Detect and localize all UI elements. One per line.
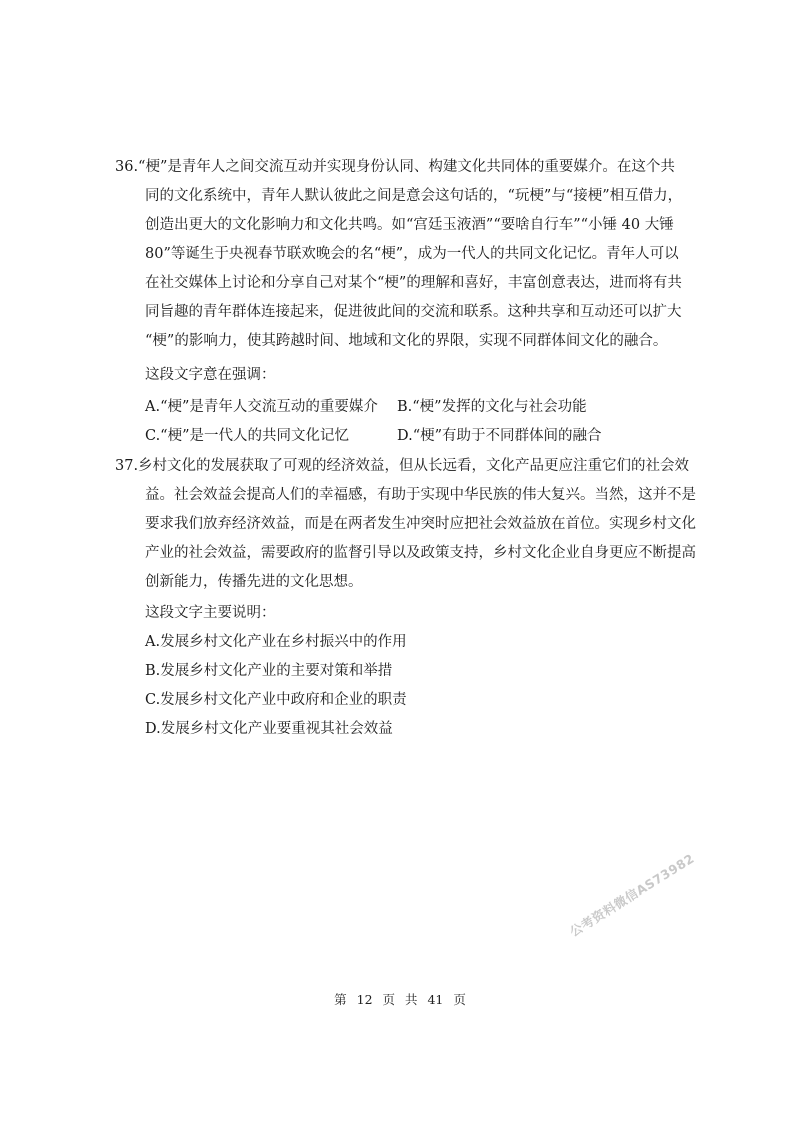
q36-option-b[interactable]: B.“梗”发挥的文化与社会功能 xyxy=(397,399,587,415)
q36-option-c[interactable]: C.“梗”是一代人的共同文化记忆 xyxy=(145,428,350,444)
q36-line-5: 在社交媒体上讨论和分享自己对某个“梗”的理解和喜好，丰富创意表达，进而将有共 xyxy=(145,275,682,291)
q36-option-d[interactable]: D.“梗”有助于不同群体间的融合 xyxy=(397,428,602,444)
q36-prompt: 这段文字意在强调： xyxy=(145,367,276,383)
q37-line-4: 产业的社会效益，需要政府的监督引导以及政策支持，乡村文化企业自身更应不断提高 xyxy=(145,545,696,561)
q37-option-b[interactable]: B.发展乡村文化产业的主要对策和举措 xyxy=(145,663,393,679)
q37-option-c[interactable]: C.发展乡村文化产业中政府和企业的职责 xyxy=(145,692,407,708)
q37-line-1: 37.乡村文化的发展获取了可观的经济效益，但从长远看，文化产品更应注重它们的社会效 xyxy=(115,458,690,474)
q36-option-a[interactable]: A.“梗”是青年人交流互动的重要媒介 xyxy=(145,399,378,415)
q36-line-7: “梗”的影响力，使其跨越时间、地域和文化的界限，实现不同群体间文化的融合。 xyxy=(145,333,668,349)
q37-prompt: 这段文字主要说明： xyxy=(145,605,276,621)
q36-line-6: 同旨趣的青年群体连接起来，促进彼此间的交流和联系。这种共享和互动还可以扩大 xyxy=(145,304,682,320)
q36-line-4: 80”等诞生于央视春节联欢晚会的名“梗”，成为一代人的共同文化记忆。青年人可以 xyxy=(145,246,679,262)
q36-line-2: 同的文化系统中，青年人默认彼此之间是意会这句话的，“玩梗”与“接梗”相互借力， xyxy=(145,188,683,204)
watermark: 公考资料微信AS73982 xyxy=(567,850,697,940)
q37-line-2: 益。社会效益会提高人们的幸福感，有助于实现中华民族的伟大复兴。当然，这并不是 xyxy=(145,487,696,503)
q36-line-1: 36.“梗”是青年人之间交流互动并实现身份认同、构建文化共同体的重要媒介。在这个共 xyxy=(115,159,675,175)
q37-line-3: 要求我们放弃经济效益，而是在两者发生冲突时应把社会效益放在首位。实现乡村文化 xyxy=(145,516,696,532)
page-number-footer: 第 12 页 共 41 页 xyxy=(334,992,466,1007)
q37-option-d[interactable]: D.发展乡村文化产业要重视其社会效益 xyxy=(145,721,393,737)
q37-option-a[interactable]: A.发展乡村文化产业在乡村振兴中的作用 xyxy=(145,634,407,650)
q37-line-5: 创新能力，传播先进的文化思想。 xyxy=(145,574,363,590)
q36-line-3: 创造出更大的文化影响力和文化共鸣。如“宫廷玉液酒”“要啥自行车”“小锤 40 大锤 xyxy=(145,217,674,233)
